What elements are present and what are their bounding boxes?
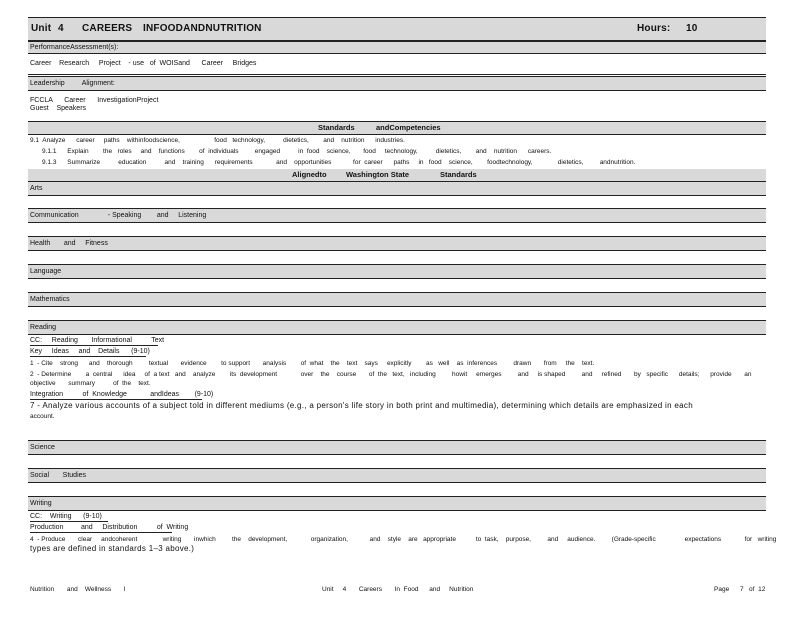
section-mathematics — [28, 292, 766, 307]
leadership-row — [28, 91, 766, 121]
unit-title-bar — [28, 17, 766, 41]
performance-heading-bar — [28, 41, 766, 54]
aligned-heading-bar — [28, 169, 766, 182]
hours-value: 10 — [686, 23, 698, 34]
section-mathematics-label: Mathematics — [30, 296, 70, 303]
unit-title-food-nutrition: INFOODANDNUTRITION — [143, 23, 262, 34]
standards-heading-right: andCompetencies — [376, 123, 441, 132]
performance-row — [28, 54, 766, 75]
reading-item-7: 7 - Analyze various accounts of a subject told in different mediums (e.g., a person's life story in both print and multimedia), determining which details are emphasized in each — [30, 401, 693, 410]
leadership-heading: Leadership Alignment: — [30, 80, 115, 87]
standards-heading-bar — [28, 121, 766, 135]
performance-heading: PerformanceAssessment(s): — [30, 44, 119, 51]
unit-number: 4 — [58, 23, 64, 34]
footer-page-number: Page 7 of 12 — [714, 586, 766, 593]
writing-production: Production and Distribution of Writing — [30, 524, 189, 531]
section-writing-label: Writing — [30, 500, 52, 507]
section-communication-label: Communication - Speaking and Listening — [30, 212, 207, 219]
writing-item-4: 4 - Produce clear andcoherent writing inwhich the development, organization, and style are appropriate to task, purpose, and audience. (Grade-specific expectations for writing — [30, 536, 777, 543]
leadership-heading-bar — [28, 76, 766, 91]
section-writing — [28, 496, 766, 511]
standards-heading-left: Standards — [318, 123, 355, 132]
section-arts — [28, 182, 766, 196]
leadership-line-1: FCCLA Career InvestigationProject — [30, 97, 159, 104]
standard-9-1-3: 9.1.3 Summarize education and training requirements and opportunities for career paths in food science, foodtechnology, dietetics, andnutrition. — [42, 159, 636, 166]
section-health-label: Health and Fitness — [30, 240, 108, 247]
unit-title-careers: CAREERS — [82, 23, 133, 34]
standard-9-1-1: 9.1.1 Explain the roles and functions of individuals engaged in food science, food technology, dietetics, and nutrition careers. — [42, 148, 552, 155]
standards-list — [28, 135, 766, 169]
section-reading-label: Reading — [30, 324, 57, 331]
section-social-studies-label: Social Studies — [30, 472, 87, 479]
section-communication — [28, 208, 766, 223]
writing-cc: CC: Writing (9-10) — [30, 512, 108, 522]
section-social-studies — [28, 468, 766, 483]
reading-item-7-cont: account. — [30, 413, 55, 420]
section-science-label: Science — [30, 444, 55, 451]
footer-left: Nutrition and Wellness I — [30, 586, 126, 593]
footer-center: Unit 4 Careers In Food and Nutrition — [322, 586, 474, 593]
aligned-heading-3: Standards — [440, 170, 477, 179]
section-health — [28, 236, 766, 251]
reading-key-ideas: Key Ideas and Details (9-10) — [30, 348, 150, 355]
reading-integration: Integration of Knowledge andIdeas (9-10) — [30, 391, 214, 398]
reading-body — [28, 335, 766, 440]
leadership-line-2: Guest Speakers — [30, 105, 87, 112]
section-reading — [28, 320, 766, 335]
performance-text: Career Research Project - use of WOISand Career Bridges — [30, 60, 257, 67]
document-page — [28, 17, 777, 556]
aligned-heading-1: Alignedto — [292, 170, 327, 179]
writing-body — [28, 511, 777, 556]
section-language-label: Language — [30, 268, 62, 275]
reading-item-2: 2 - Determine a central idea of a text and analyze its development over the course of the text, including howit emerges and is shaped and refined by specific details; provide an — [30, 371, 752, 378]
section-science — [28, 440, 766, 455]
section-language — [28, 264, 766, 279]
unit-label: Unit — [31, 23, 52, 34]
writing-item-4-cont: types are defined in standards 1–3 above.) — [30, 544, 195, 553]
reading-item-1: 1 - Cite strong and thorough textual evidence to support analysis of what the text says explicitly as well as inferences drawn from the text. — [30, 360, 595, 367]
hours-label: Hours: — [637, 23, 671, 34]
reading-cc: CC: Reading Informational Text — [30, 337, 165, 344]
standard-9-1: 9.1 Analyze career paths withinfoodscience, food technology, dietetics, and nutrition industries. — [30, 137, 405, 144]
section-arts-label: Arts — [30, 185, 43, 192]
reading-item-2-cont: objective summary of the text. — [30, 380, 151, 387]
aligned-heading-2: Washington State — [346, 170, 410, 179]
